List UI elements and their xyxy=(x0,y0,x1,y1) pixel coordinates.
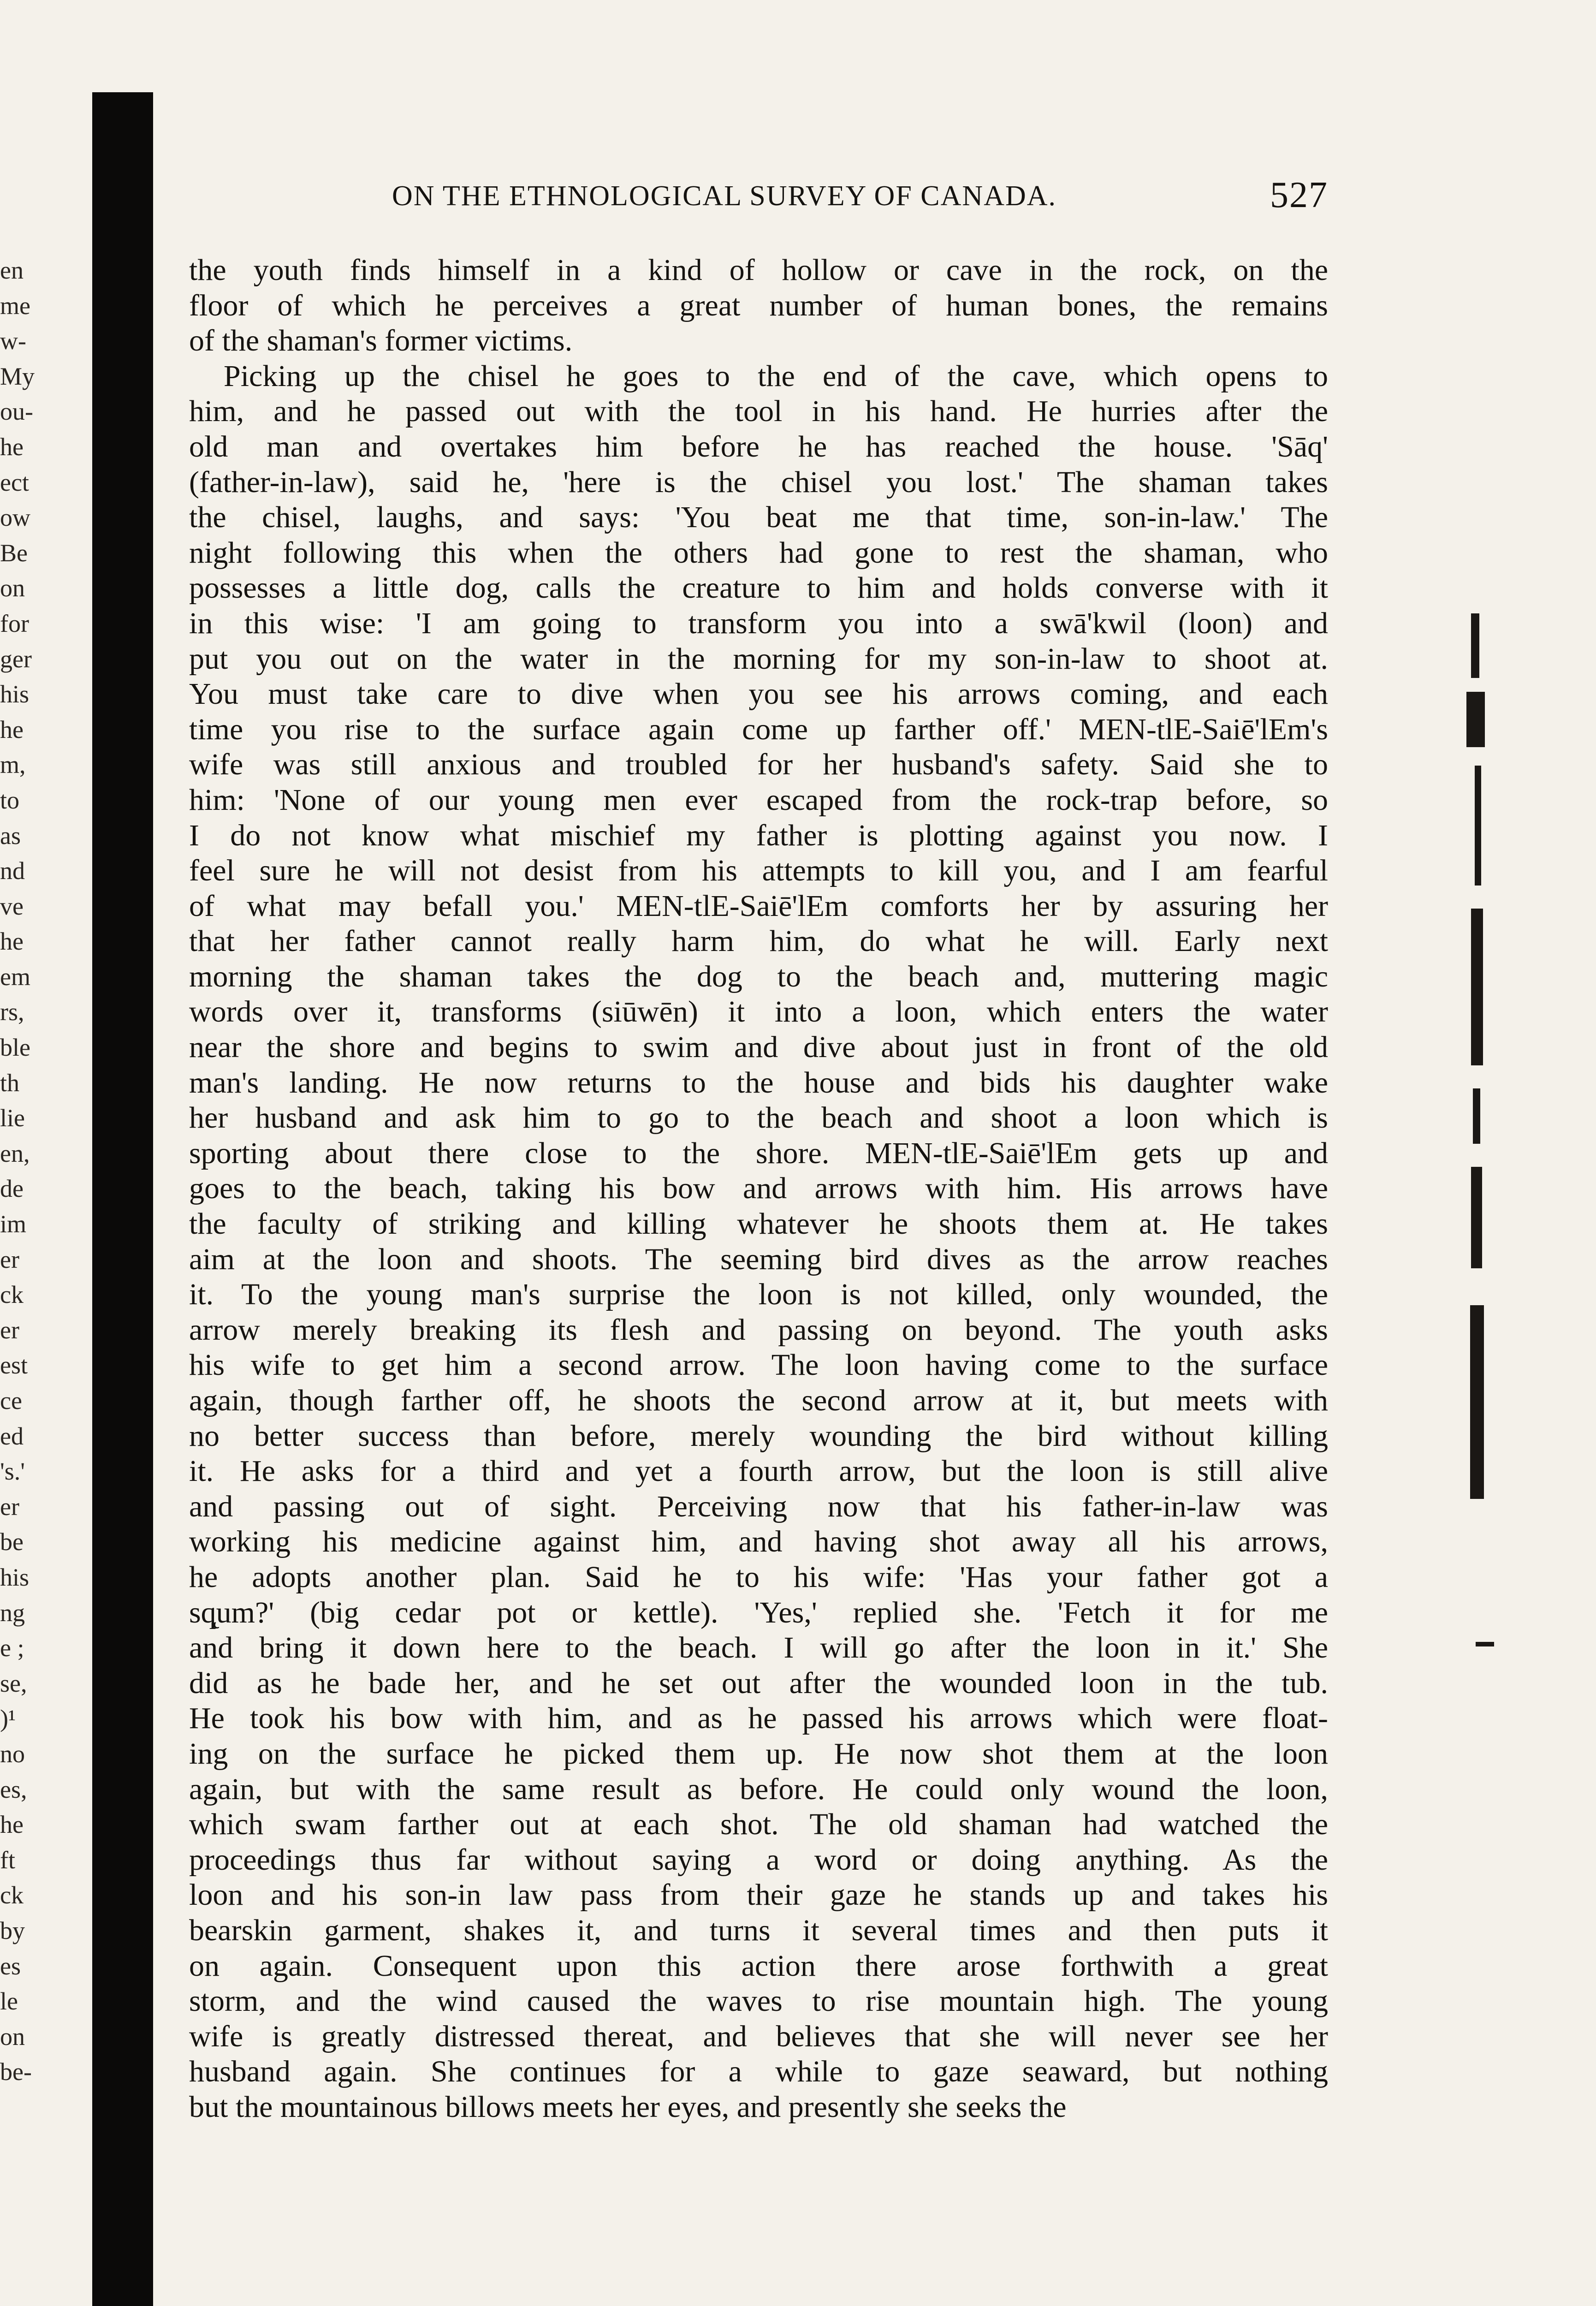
text-line: it. He asks for a third and yet a fourth arrow, but the loon is still alive xyxy=(189,1454,1328,1488)
text-line: put you out on the water in the morning for my son-in-law to shoot at. xyxy=(189,642,1328,676)
text-line: He took his bow with him, and as he passed his arrows which were float- xyxy=(189,1701,1328,1735)
margin-fragment: My xyxy=(0,362,35,390)
margin-fragment: m, xyxy=(0,751,26,779)
text-line: ing on the surface he picked them up. He now shot them at the loon xyxy=(189,1736,1328,1771)
page-number: 527 xyxy=(1270,175,1328,215)
text-line: the chisel, laughs, and says: 'You beat me that time, son-in-law.' The xyxy=(189,500,1328,535)
text-line: no better success than before, merely wounding the bird without killing xyxy=(189,1419,1328,1453)
text-line: again, but with the same result as before. He could only wound the loon, xyxy=(189,1772,1328,1806)
text-line: feel sure he will not desist from his attempts to kill you, and I am fearful xyxy=(189,854,1328,888)
text-line: Picking up the chisel he goes to the end of the cave, which opens to xyxy=(224,359,1328,393)
margin-fragment: ck xyxy=(0,1881,24,1909)
margin-fragment: de xyxy=(0,1175,24,1203)
text-line: old man and overtakes him before he has reached the house. 'Sāq' xyxy=(189,429,1328,464)
margin-fragment: ger xyxy=(0,645,32,673)
text-line: in this wise: 'I am going to transform you into a swā'kwil (loon) and xyxy=(189,606,1328,640)
text-line: I do not know what mischief my father is plotting against you now. I xyxy=(189,818,1328,852)
margin-fragment: by xyxy=(0,1916,25,1944)
text-line: man's landing. He now returns to the house and bids his daughter wake xyxy=(189,1065,1328,1100)
margin-fragment: he xyxy=(0,927,24,956)
margin-fragment: no xyxy=(0,1740,25,1768)
margin-fragment: 's.' xyxy=(0,1457,25,1486)
text-line: but the mountainous billows meets her eyes, and presently she seeks the xyxy=(189,2090,1067,2124)
text-line: sq̨um?' (big cedar pot or kettle). 'Yes,' replied she. 'Fetch it for me xyxy=(189,1595,1328,1629)
text-line: he adopts another plan. Said he to his wife: 'Has your father got a xyxy=(189,1560,1328,1594)
margin-fragment: ect xyxy=(0,468,29,496)
text-line: night following this when the others had gone to rest the shaman, who xyxy=(189,535,1328,570)
margin-fragment: he xyxy=(0,715,24,743)
text-line: of what may befall you.' MEN-tlE-Saiē'lEm comforts her by assuring her xyxy=(189,889,1328,923)
text-line: You must take care to dive when you see his arrows coming, and each xyxy=(189,677,1328,711)
text-line: him, and he passed out with the tool in his hand. He hurries after the xyxy=(189,394,1328,428)
text-line: and bring it down here to the beach. I will go after the loon in it.' She xyxy=(189,1631,1328,1665)
margin-fragment: ck xyxy=(0,1281,24,1309)
text-line: wife is greatly distressed thereat, and believes that she will never see her xyxy=(189,2019,1328,2053)
margin-fragment: ble xyxy=(0,1034,30,1062)
margin-fragment: es xyxy=(0,1952,21,1980)
margin-fragment: for xyxy=(0,609,29,637)
margin-fragment: se, xyxy=(0,1669,27,1697)
margin-fragment: be xyxy=(0,1528,24,1556)
text-line: bearskin garment, shakes it, and turns it several times and then puts it xyxy=(189,1913,1328,1947)
text-line: which swam farther out at each shot. The old shaman had watched the xyxy=(189,1807,1328,1842)
text-line: working his medicine against him, and having shot away all his arrows, xyxy=(189,1525,1328,1559)
margin-fragment: lie xyxy=(0,1104,25,1132)
adjacent-page-fragments xyxy=(0,253,51,2090)
margin-fragment: ou- xyxy=(0,398,33,426)
margin-fragment: em xyxy=(0,963,30,991)
text-line: that her father cannot really harm him, do what he will. Early next xyxy=(189,924,1328,958)
text-line: of the shaman's former victims. xyxy=(189,324,573,358)
text-line: goes to the beach, taking his bow and arrows with him. His arrows have xyxy=(189,1171,1328,1206)
running-title: ON THE ETHNOLOGICAL SURVEY OF CANADA. xyxy=(392,180,1057,212)
text-line: the youth finds himself in a kind of hollow or cave in the rock, on the xyxy=(189,253,1328,287)
margin-fragment: th xyxy=(0,1069,20,1097)
text-line: loon and his son-in law pass from their gaze he stands up and takes his xyxy=(189,1878,1328,1912)
margin-fragment: ed xyxy=(0,1422,24,1450)
margin-fragment: en xyxy=(0,256,24,284)
margin-fragment: es, xyxy=(0,1775,27,1803)
margin-fragment: be- xyxy=(0,2058,32,2086)
margin-fragment: le xyxy=(0,1987,18,2015)
margin-fragment: his xyxy=(0,680,30,708)
text-line: and passing out of sight. Perceiving now that his father-in-law was xyxy=(189,1489,1328,1523)
margin-fragment: est xyxy=(0,1351,28,1379)
text-line: on again. Consequent upon this action there arose forthwith a great xyxy=(189,1949,1328,1983)
text-line: her husband and ask him to go to the beach and shoot a loon which is xyxy=(189,1101,1328,1135)
margin-fragment: on xyxy=(0,2022,25,2050)
binding-shadow xyxy=(92,92,153,2306)
text-line: time you rise to the surface again come up farther off.' MEN-tlE-Saiē'lEm's xyxy=(189,712,1328,746)
text-line: wife was still anxious and troubled for her husband's safety. Said she to xyxy=(189,748,1328,782)
margin-fragment: ft xyxy=(0,1846,15,1874)
margin-fragment: he xyxy=(0,433,24,461)
margin-fragment: ve xyxy=(0,892,24,920)
text-line: it. To the young man's surprise the loon is not killed, only wounded, the xyxy=(189,1278,1328,1312)
margin-fragment: me xyxy=(0,291,30,320)
text-line: husband again. She continues for a while to gaze seaward, but nothing xyxy=(189,2055,1328,2089)
text-line: him: 'None of our young men ever escaped from the rock-trap before, so xyxy=(189,783,1328,817)
margin-fragment: e ; xyxy=(0,1634,24,1662)
text-line: again, though farther off, he shoots the second arrow at it, but meets with xyxy=(189,1384,1328,1417)
text-line: the faculty of striking and killing whatever he shoots them at. He takes xyxy=(189,1207,1328,1241)
margin-fragment: w- xyxy=(0,327,26,355)
text-line: proceedings thus far without saying a word or doing anything. As the xyxy=(189,1842,1328,1877)
margin-fragment: im xyxy=(0,1210,27,1238)
text-line: words over it, transforms (siūwēn) it into a loon, which enters the water xyxy=(189,995,1328,1029)
margin-fragment: ow xyxy=(0,504,30,532)
margin-fragment: er xyxy=(0,1245,19,1273)
text-line: sporting about there close to the shore. MEN-tlE-Saiē'lEm gets up and xyxy=(189,1136,1328,1170)
text-line: aim at the loon and shoots. The seeming bird dives as the arrow reaches xyxy=(189,1242,1328,1276)
margin-fragment: to xyxy=(0,786,20,814)
text-line: did as he bade her, and he set out after the wounded loon in the tub. xyxy=(189,1666,1328,1700)
margin-fragment: ng xyxy=(0,1599,25,1627)
text-line: his wife to get him a second arrow. The loon having come to the surface xyxy=(189,1348,1328,1382)
text-line: morning the shaman takes the dog to the beach and, muttering magic xyxy=(189,959,1328,993)
text-line: (father-in-law), said he, 'here is the chisel you lost.' The shaman takes xyxy=(189,465,1328,499)
body-text xyxy=(189,253,1328,2125)
margin-fragment: er xyxy=(0,1316,19,1344)
margin-fragment: he xyxy=(0,1811,24,1839)
margin-fragment: as xyxy=(0,821,21,850)
right-margin-scan-marks xyxy=(1462,613,1508,1674)
text-line: near the shore and begins to swim and dive about just in front of the old xyxy=(189,1030,1328,1064)
margin-fragment: en, xyxy=(0,1139,30,1167)
margin-fragment: rs, xyxy=(0,998,24,1026)
margin-fragment: ce xyxy=(0,1387,22,1415)
margin-fragment: Be xyxy=(0,539,28,567)
text-line: possesses a little dog, calls the creature to him and holds converse with it xyxy=(189,571,1328,605)
text-line: arrow merely breaking its flesh and passing on beyond. The youth asks xyxy=(189,1313,1328,1347)
text-line: storm, and the wind caused the waves to rise mountain high. The young xyxy=(189,1984,1328,2018)
text-line: floor of which he perceives a great number of human bones, the remains xyxy=(189,288,1328,322)
margin-fragment: his xyxy=(0,1563,30,1591)
margin-fragment: nd xyxy=(0,857,25,885)
margin-fragment: on xyxy=(0,574,25,602)
margin-fragment: )¹ xyxy=(0,1705,16,1733)
margin-fragment: er xyxy=(0,1492,19,1521)
